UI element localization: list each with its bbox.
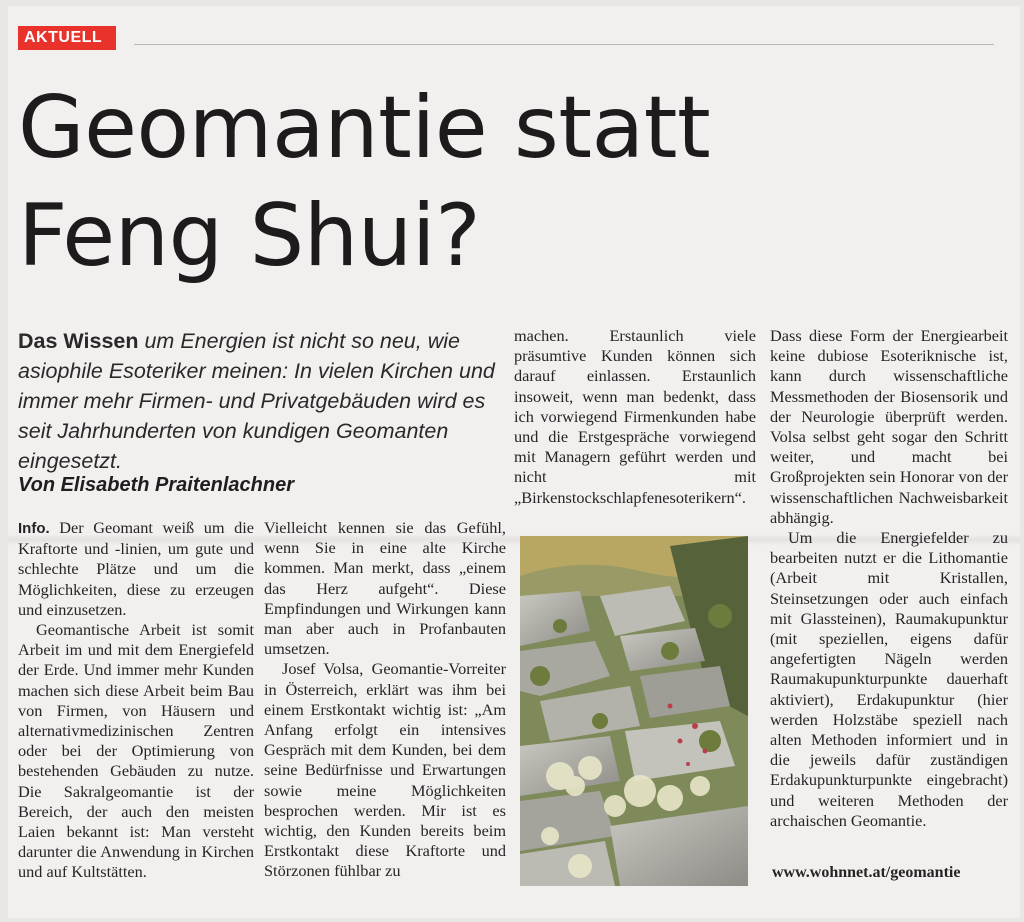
headline-line-1: Geomantie statt [18, 78, 711, 178]
column-2-paragraph-2: Josef Volsa, Geomantie-Vorreiter in Österreich, erklärt was ihm bei einem Erstkontakt wichtig ist: „Am Anfang erfolgt ein intensives Gespräch mit dem Kunden, bei dem seine Bedürfnisse und Erwartungen sowie meine Möglichkeiten besprochen werden. Mir ist es wichtig, den Kunden bereits beim Erstkontakt diese Kraftorte und Störzonen fühlbar zu [264, 659, 506, 881]
article-column-2 [264, 518, 506, 882]
column-2-paragraph-1: Vielleicht kennen sie das Gefühl, wenn Sie in eine alte Kirche kommen. Man merkt, dass „einem das Herz aufgeht“. Diese Empfindungen und Wirkungen kann man aber auch in Profanbauten umsetzen. [264, 518, 506, 659]
rock-garden-illustration [520, 536, 748, 886]
column-1-text-1: Der Geomant weiß um die Kraftorte und -linien, um gute und schlechte Plätze und um die Möglichkeiten, diese zu erzeugen und einzusetzen. [18, 518, 254, 619]
headline [18, 74, 978, 290]
column-3-paragraph-1: machen. Erstaunlich viele präsumtive Kunden können sich darauf einlassen. Erstaunlich insoweit, wenn man bedenkt, dass ich vorwiegend Firmenkunden habe und die Erstgespräche vorwiegend mit Managern geführt werden und nicht mit „Birkenstockschlapfenesoterikern“. [514, 326, 756, 507]
rock-garden-photo [520, 536, 748, 886]
column-1-paragraph-2: Geomantische Arbeit ist somit Arbeit im und mit dem Energiefeld der Erde. Und immer mehr Kunden machen sich diese Arbeit beim Bau von Firmen, von Häusern und alternativmedizinischen Zentren oder bei der Optimierung von bestehenden Gebäuden zu nutze. Die Sakralgeomantie ist der Bereich, der auch den meisten Laien bekannt ist: Man versteht darunter die Anwendung in Kirchen und auf Kultstätten. [18, 620, 254, 882]
lead-paragraph [18, 326, 504, 476]
column-1-paragraph-1 [18, 518, 254, 620]
article-column-3 [514, 326, 756, 508]
byline: Von Elisabeth Praitenlachner [18, 474, 295, 496]
article-column-4 [770, 326, 1008, 831]
header-rule [134, 44, 994, 45]
source-url: www.wohnnet.at/geomantie [772, 864, 961, 881]
headline-line-2: Feng Shui? [18, 186, 481, 286]
article-column-1 [18, 518, 254, 883]
column-4-paragraph-2: Um die Energiefelder zu bearbeiten nutzt er die Lithomantie (Arbeit mit Kristallen, Steinsetzungen oder auch einfach mit Glassteinen), Raumakupunktur (mit speziellen, eigens dafür angefertigten Nägeln werden Raumakupunkturpunkte dauerhaft aktiviert), Erdakupunktur (hier werden Holzstäbe speziell nach alten Methoden informiert und in die jeweils dafür zuständigen Erdakupunkturpunkte eingebracht) und weiteren Methoden der archaischen Geomantie. [770, 528, 1008, 830]
lead-text: um Energien ist nicht so neu, wie asiophile Esoteriker meinen: In vielen Kirchen und immer mehr Firmen- und Privatgebäuden wird es seit Jahrhunderten von kundigen Geomanten eingesetzt. [18, 329, 495, 473]
section-tag: AKTUELL [18, 26, 116, 50]
newspaper-page [8, 6, 1020, 918]
column-4-paragraph-1: Dass diese Form der Energiearbeit keine dubiose Esoteriknische ist, kann durch wissenschaftliche Messmethoden der Biosensorik und der Neurologie überprüft werden. Volsa selbst geht sogar den Schritt weiter, und macht bei Großprojekten sein Honorar von der wissenschaftlichen Nachweisbarkeit abhängig. [770, 326, 1008, 527]
info-label: Info. [18, 520, 50, 537]
lead-kicker: Das Wissen [18, 329, 139, 353]
